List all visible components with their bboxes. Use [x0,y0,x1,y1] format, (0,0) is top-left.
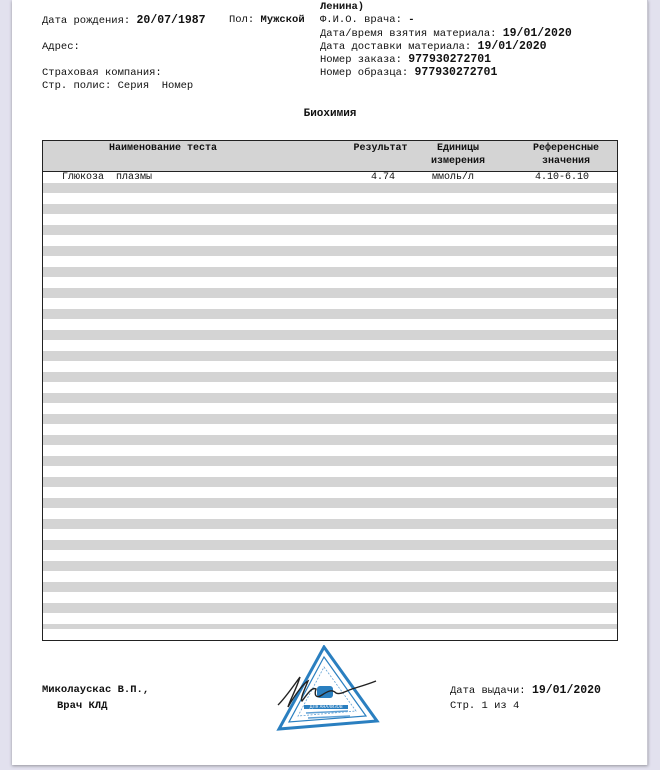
sex-value: Мужской [260,14,305,26]
cell-result: 4.74 [370,172,395,183]
doctor-value: - [408,14,415,26]
doctor-label: Ф.И.О. врача: [320,14,402,26]
column-header-name: Наименование теста [108,143,218,154]
collected-label: Дата/время взятия материала: [320,28,497,40]
sample-value: 977930272701 [414,66,498,79]
column-header-reference-line2: значения [541,156,590,167]
delivered-value: 19/01/2020 [477,40,547,53]
order-label: Номер заказа: [320,54,402,66]
order-field [320,53,491,67]
section-title: Биохимия [303,108,357,120]
stamp-text: ДЛЯ АНАЛИЗОВ [309,704,343,709]
issue-date-field [450,684,601,698]
stamp-triangle-icon [279,647,377,729]
collected-value: 19/01/2020 [502,27,572,40]
column-header-units [423,142,493,168]
signer-name: Миколаускас В.П., [42,684,150,696]
cell-test-name: Глюкоза плазмы [62,172,153,183]
table-row-stripes [43,183,617,629]
issue-date-label: Дата выдачи: [450,685,526,697]
address-label: Адрес: [42,41,80,53]
column-header-reference-line1: Референсные [532,143,599,154]
delivered-field [320,40,547,54]
sample-label: Номер образца: [320,67,409,79]
lab-stamp-signature [276,645,380,733]
insurance-label: Страховая компания: [42,67,162,79]
policy-label: Стр. полис: Серия Номер [42,80,194,92]
column-header-result: Результат [353,143,408,154]
issue-date-value: 19/01/2020 [531,684,601,697]
column-header-units-line2: измерения [430,156,485,167]
birth-date-label: Дата рождения: [42,15,131,27]
collected-field [320,27,572,41]
column-header-units-line1: Единицы [436,143,479,154]
page-counter: Стр. 1 из 4 [450,700,520,712]
table-header [43,141,617,172]
sample-field [320,66,497,80]
address-tail: Ленина) [320,1,365,13]
sex-field [229,14,305,27]
results-table [42,140,618,641]
order-value: 977930272701 [408,53,492,66]
cell-units: ммоль/л [432,172,475,183]
birth-date-field [42,14,206,28]
cell-reference: 4.10-6.10 [535,172,590,183]
delivered-label: Дата доставки материала: [320,41,472,53]
signer-role: Врач КЛД [57,700,108,712]
column-header-reference [521,142,611,168]
sex-label: Пол: [229,14,255,26]
doctor-field [320,14,415,27]
birth-date-value: 20/07/1987 [136,14,206,27]
